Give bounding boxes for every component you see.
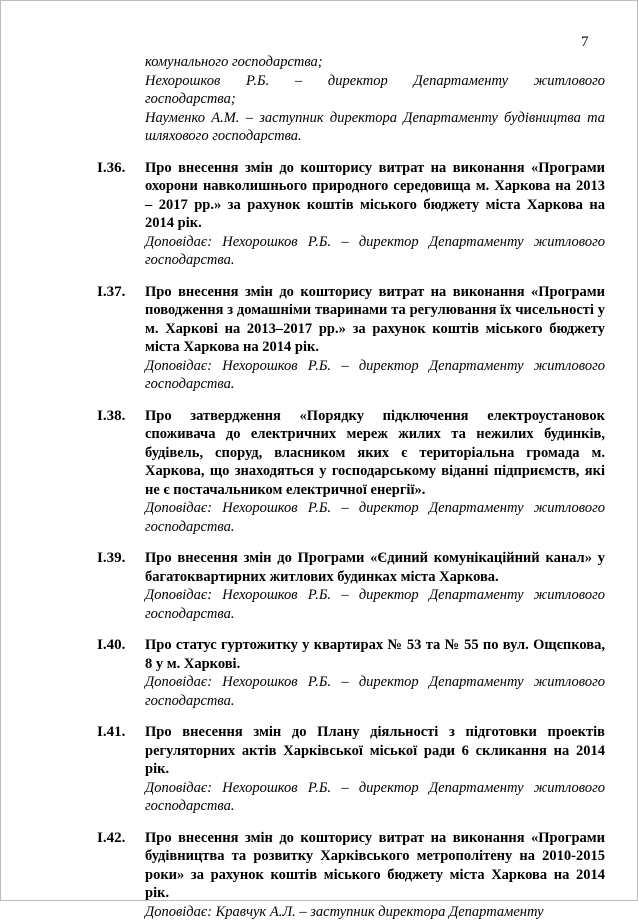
item-reporter: Доповідає: Нехорошков Р.Б. – директор Департаменту житлового господарства. xyxy=(145,233,605,270)
agenda-item xyxy=(1,723,637,816)
item-reporter: Доповідає: Нехорошков Р.Б. – директор Департаменту житлового господарства. xyxy=(145,357,605,394)
item-reporter: Доповідає: Нехорошков Р.Б. – директор Департаменту житлового господарства. xyxy=(145,586,605,623)
item-title: Про статус гуртожитку у квартирах № 53 та № 55 по вул. Ощєпкова, 8 у м. Харкові. xyxy=(145,636,605,673)
item-title: Про внесення змін до кошторису витрат на виконання «Програми охорони навколишнього природного середовища м. Харкова на 2013 – 2017 рр.» за рахунок коштів міського бюджету міста Харкова на 2014 рік. xyxy=(145,159,605,233)
agenda-item xyxy=(1,549,637,623)
agenda-content xyxy=(1,53,637,921)
page-number: 7 xyxy=(581,34,589,51)
item-title: Про внесення змін до кошторису витрат на виконання «Програми поводження з домашніми тваринами та регулювання їх чисельності у м. Харкові на 2013–2017 рр.» за рахунок коштів міського бюджету міста Харкова на 2014 рік. xyxy=(145,283,605,357)
item-number: І.38. xyxy=(97,407,125,426)
item-reporter: Доповідає: Нехорошков Р.Б. – директор Департаменту житлового господарства. xyxy=(145,673,605,710)
item-number: І.41. xyxy=(97,723,125,742)
item-title: Про внесення змін до Плану діяльності з підготовки проектів регуляторних актів Харківської міської ради 6 скликання на 2014 рік. xyxy=(145,723,605,779)
agenda-item xyxy=(1,283,637,394)
item-number: І.39. xyxy=(97,549,125,568)
continuation-line: комунального господарства; xyxy=(145,53,605,72)
item-title: Про внесення змін до Програми «Єдиний комунікаційний канал» у багатоквартирних житлових будинках міста Харкова. xyxy=(145,549,605,586)
agenda-item xyxy=(1,159,637,270)
agenda-item xyxy=(1,636,637,710)
item-title: Про затвердження «Порядку підключення електроустановок споживача до електричних мереж жилих та нежилих будинків, будівель, споруд, власником яких є територіальна громада м. Харкова, що знаходяться у господарському віданні підприємств, які не є постачальником електричної енергії». xyxy=(145,407,605,500)
continuation-line: шляхового господарства. xyxy=(145,127,605,146)
item-number: І.42. xyxy=(97,829,125,848)
continuation-text xyxy=(145,53,605,146)
continuation-line: господарства; xyxy=(145,90,605,109)
item-number: І.37. xyxy=(97,283,125,302)
item-reporter: Доповідає: Нехорошков Р.Б. – директор Департаменту житлового господарства. xyxy=(145,499,605,536)
continuation-line: Нехорошков Р.Б. – директор Департаменту житлового xyxy=(145,72,605,91)
item-title: Про внесення змін до кошторису витрат на виконання «Програми будівництва та розвитку Харківського метрополітену на 2010-2015 роки» за рахунок коштів міського бюджету міста Харкова на 2014 рік. xyxy=(145,829,605,903)
item-reporter: Доповідає: Нехорошков Р.Б. – директор Департаменту житлового господарства. xyxy=(145,779,605,816)
item-number: І.36. xyxy=(97,159,125,178)
continuation-line: Науменко А.М. – заступник директора Департаменту будівництва та xyxy=(145,109,605,128)
item-number: І.40. xyxy=(97,636,125,655)
item-reporter: Доповідає: Кравчук А.Л. – заступник директора Департаменту xyxy=(145,903,605,921)
agenda-item xyxy=(1,407,637,537)
agenda-item xyxy=(1,829,637,921)
